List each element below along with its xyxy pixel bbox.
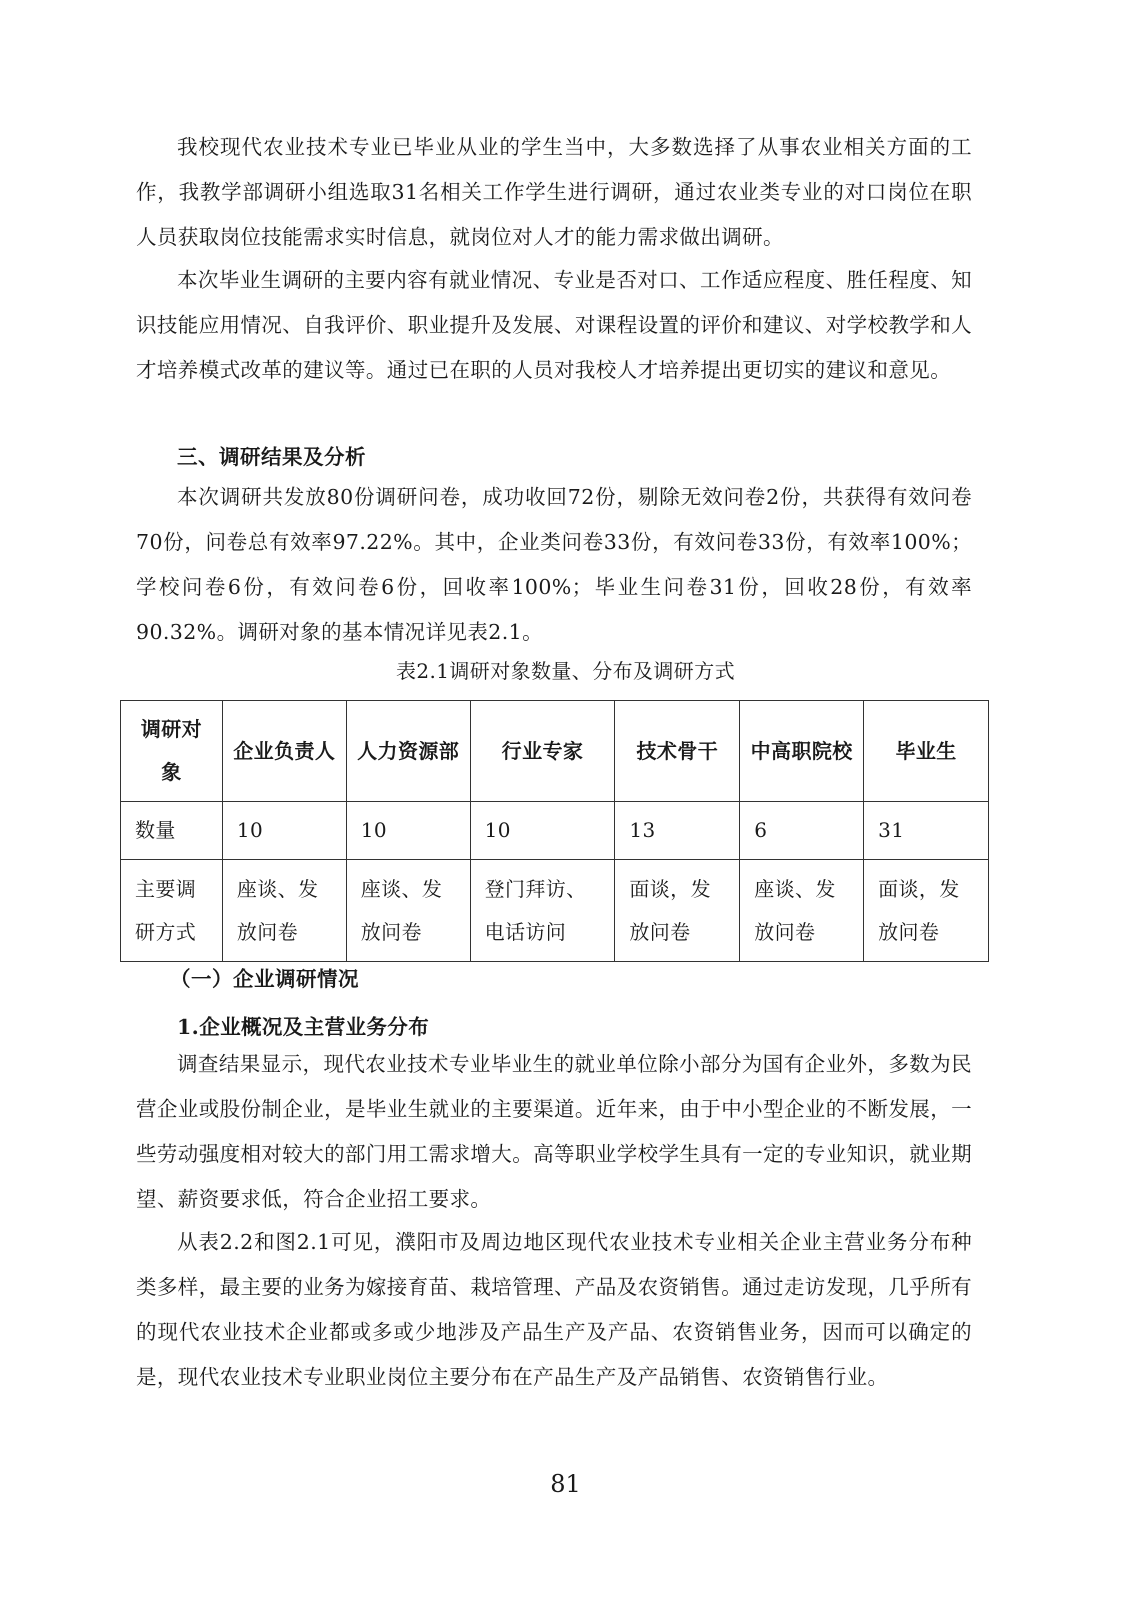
- section-heading-enterprise: （一）企业调研情况: [170, 967, 359, 991]
- table-header-row: [121, 701, 989, 802]
- table-header-cell: 毕业生: [864, 701, 989, 802]
- table-row-quantity: [121, 802, 989, 860]
- paragraph-survey-intro: 我校现代农业技术专业已毕业从业的学生当中，大多数选择了从事农业相关方面的工作，我教学部调研小组选取31名相关工作学生进行调研，通过农业类专业的对口岗位在职人员获取岗位技能需求实时信息，就岗位对人才的能力需求做出调研。: [136, 135, 972, 249]
- table-header-cell: 调研对象: [121, 701, 223, 802]
- table-cell: 31: [864, 802, 989, 860]
- table-cell: 主要调研方式: [121, 860, 223, 962]
- paragraph-questionnaire-stats: 本次调研共发放80份调研问卷，成功收回72份，剔除无效问卷2份，共获得有效问卷70份，问卷总有效率97.22%。其中，企业类问卷33份，有效问卷33份，有效率100%；学校问卷6份，有效问卷6份，回收率100%；毕业生问卷31份，回收28份，有效率90.32%。调研对象的基本情况详见表2.1。: [136, 485, 972, 644]
- table-header-cell: 中高职院校: [740, 701, 864, 802]
- subsection-heading-business: 1.企业概况及主营业务分布: [177, 1015, 430, 1039]
- page-number: 81: [550, 1470, 581, 1498]
- table-cell: 面谈，发放问卷: [864, 860, 989, 962]
- table-cell: 10: [222, 802, 346, 860]
- table-cell: 登门拜访、电话访问: [470, 860, 615, 962]
- section-heading-results: 三、调研结果及分析: [177, 445, 366, 469]
- table-cell: 数量: [121, 802, 223, 860]
- table-row-method: [121, 860, 989, 962]
- paragraph-business-distribution: 从表2.2和图2.1可见，濮阳市及周边地区现代农业技术专业相关企业主营业务分布种类多样，最主要的业务为嫁接育苗、栽培管理、产品及农资销售。通过走访发现，几乎所有的现代农业技术企业都或多或少地涉及产品生产及产品、农资销售业务，因而可以确定的是，现代农业技术专业职业岗位主要分布在产品生产及产品销售、农资销售行业。: [136, 1230, 972, 1389]
- table-cell: 10: [470, 802, 615, 860]
- table-cell: 6: [740, 802, 864, 860]
- table-cell: 座谈、发放问卷: [346, 860, 470, 962]
- table-cell: 10: [346, 802, 470, 860]
- table-header-cell: 人力资源部: [346, 701, 470, 802]
- paragraph-employment-units: 调查结果显示，现代农业技术专业毕业生的就业单位除小部分为国有企业外，多数为民营企业或股份制企业，是毕业生就业的主要渠道。近年来，由于中小型企业的不断发展，一些劳动强度相对较大的部门用工需求增大。高等职业学校学生具有一定的专业知识，就业期望、薪资要求低，符合企业招工要求。: [136, 1052, 972, 1211]
- table-cell: 座谈、发放问卷: [740, 860, 864, 962]
- table-cell: 座谈、发放问卷: [222, 860, 346, 962]
- table-header-cell: 技术骨干: [615, 701, 740, 802]
- paragraph-survey-content: 本次毕业生调研的主要内容有就业情况、专业是否对口、工作适应程度、胜任程度、知识技能应用情况、自我评价、职业提升及发展、对课程设置的评价和建议、对学校教学和人才培养模式改革的建议等。通过已在职的人员对我校人才培养提出更切实的建议和意见。: [136, 268, 972, 382]
- survey-subjects-table: [120, 700, 989, 962]
- table-header-cell: 行业专家: [470, 701, 615, 802]
- table-cell: 面谈，发放问卷: [615, 860, 740, 962]
- table-caption: 表2.1调研对象数量、分布及调研方式: [395, 659, 735, 683]
- table-header-cell: 企业负责人: [222, 701, 346, 802]
- table-cell: 13: [615, 802, 740, 860]
